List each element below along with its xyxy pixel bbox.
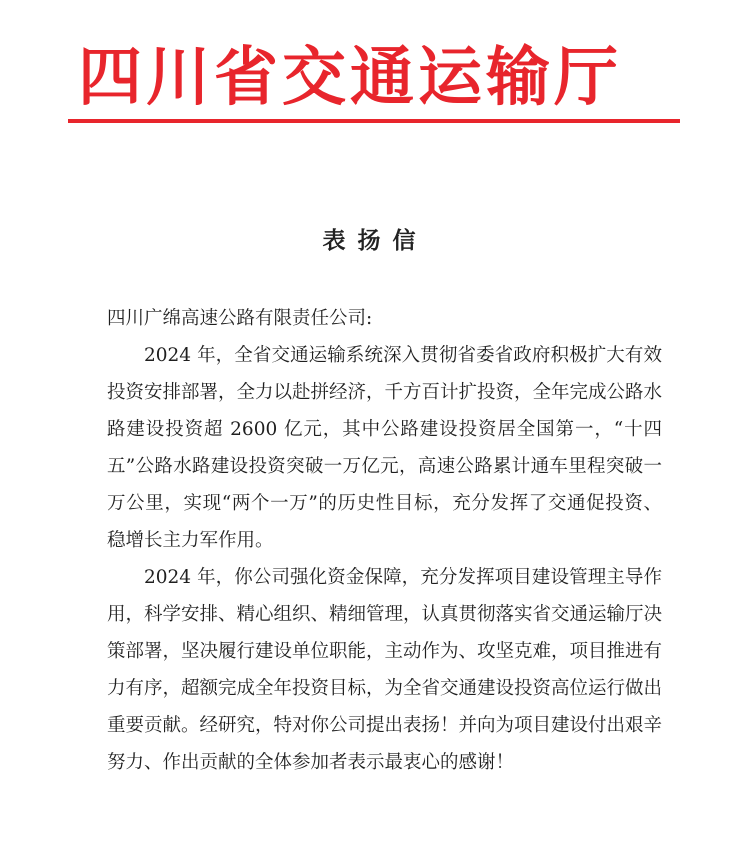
document-title: 表扬信	[322, 227, 428, 254]
letterhead-red-rule	[68, 119, 680, 123]
body-paragraph-1: 2024 年，全省交通运输系统深入贯彻省委省政府积极扩大有效投资安排部署，全力以赴拼经济，千方百计扩投资，全年完成公路水路建设投资超 2600 亿元，其中公路建设投资居全国第一，“十四五”公路水路建设投资突破一万亿元，高速公路累计通车里程突破一万公里，实现“两个一万”的历史性目标，充分发挥了交通促投资、稳增长主力军作用。	[107, 345, 663, 551]
body-paragraph-2: 2024 年，你公司强化资金保障，充分发挥项目建设管理主导作用，科学安排、精心组织、精细管理，认真贯彻落实省交通运输厅决策部署，坚决履行建设单位职能，主动作为、攻坚克难，项目推进有力有序，超额完成全年投资目标，为全省交通建设投资高位运行做出重要贡献。经研究，特对你公司提出表扬！并向为项目建设付出艰辛努力、作出贡献的全体参加者表示最衷心的感谢！	[107, 567, 663, 773]
salutation: 四川广绵高速公路有限责任公司:	[107, 308, 373, 329]
letterhead-issuer: 四川省交通运输厅	[78, 41, 622, 115]
letter-body	[107, 300, 662, 781]
